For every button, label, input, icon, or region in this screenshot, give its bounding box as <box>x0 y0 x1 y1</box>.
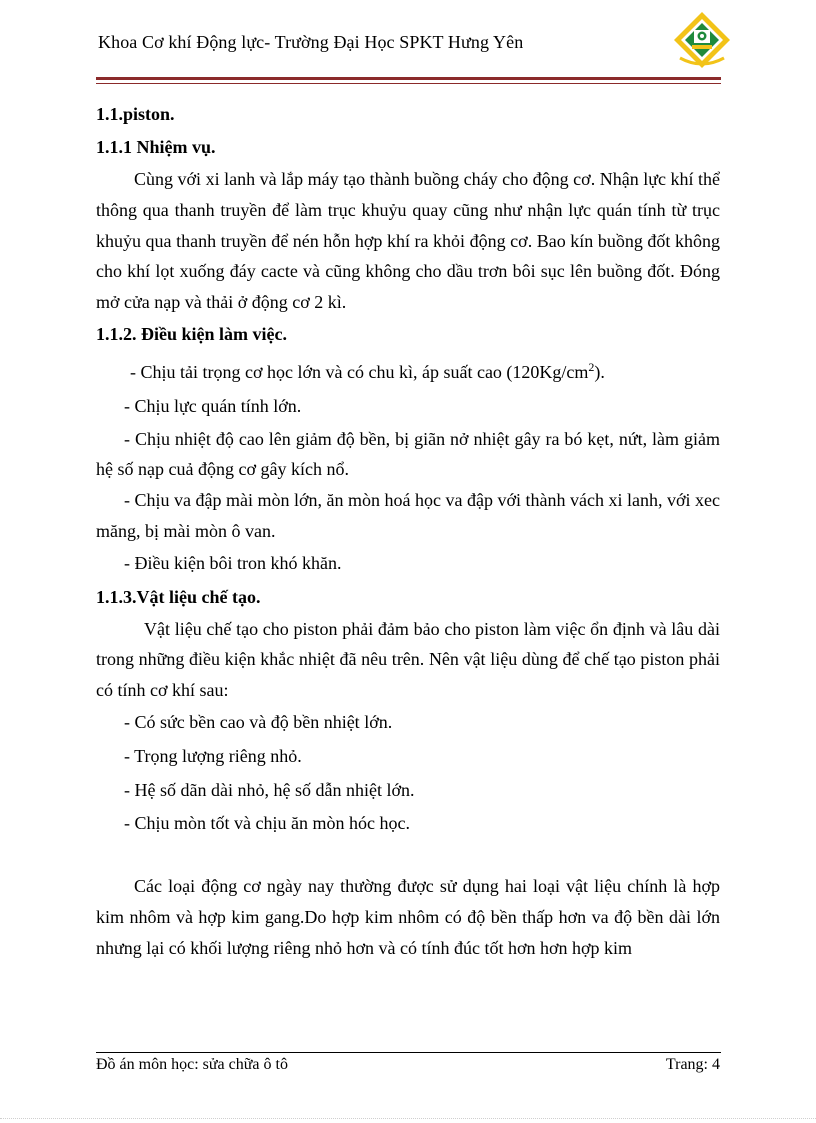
material-item-expansion: - Hệ số dãn dài nhỏ, hệ số dẫn nhiệt lớn. <box>124 779 415 800</box>
paragraph-alloys: Các loại động cơ ngày nay thường được sử dụng hai loại vật liệu chính là hợp kim nhôm và hợp kim gang.Do hợp kim nhôm có độ bền thấp hơn va độ bền dài lớn nhưng lại có khối lượng riêng nhỏ hơn và có tính đúc tốt hơn hơn hợp kim <box>96 876 720 958</box>
paragraph-gap <box>96 841 720 871</box>
footer-page-number: Trang: 4 <box>665 1056 720 1073</box>
condition-item-inertia: - Chịu lực quán tính lớn. <box>124 395 302 416</box>
school-logo-icon <box>672 10 732 70</box>
material-item-strength: - Có sức bền cao và độ bền nhiệt lớn. <box>124 711 393 732</box>
header-rule-thin <box>96 83 721 84</box>
condition-item-load <box>96 351 720 390</box>
subsection-heading-duties: 1.1.1 Nhiệm vụ. <box>96 137 216 157</box>
condition-item-load-text: - Chịu tải trọng cơ học lớn và có chu kì, áp suất cao (120Kg/cm <box>130 361 589 382</box>
paragraph-materials: Vật liệu chế tạo cho piston phải đảm bảo cho piston làm việc ổn định và lâu dài trong những điều kiện khắc nhiệt đã nêu trên. Nên vật liệu dùng để chế tạo piston phải có tính cơ khí sau: <box>96 618 720 701</box>
condition-item-wear: - Chịu va đập mài mòn lớn, ăn mòn hoá học va đập với thành vách xi lanh, với xec măng, bị mài mòn ô van. <box>96 490 720 541</box>
header-title: Khoa Cơ khí Động lực- Trường Đại Học SPKT Hưng Yên <box>98 32 524 52</box>
page-content <box>96 98 720 964</box>
unit-superscript: 2 <box>588 359 595 374</box>
subsection-heading-materials: 1.1.3.Vật liệu chế tạo. <box>96 586 261 607</box>
paragraph-duties: Cùng với xi lanh và lắp máy tạo thành buồng cháy cho động cơ. Nhận lực khí thể thông qua thanh truyền để làm trục khuỷu quay cũng như nhận lực quán tính từ trục khuỷu qua thanh truyền để nén hỗn hợp khí ra khỏi động cơ. Bao kín buồng đốt không cho khí lọt xuống đáy cacte và cũng không cho dầu trơn bôi sục lên buồng đốt. Đóng mở cửa nạp và thải ở động cơ 2 kì. <box>96 169 720 313</box>
footer-course: Đồ án môn học: sửa chữa ô tô <box>96 1056 288 1073</box>
condition-item-lubrication: - Điều kiện bôi tron khó khăn. <box>124 552 342 573</box>
footer-rule <box>96 1052 721 1053</box>
material-item-weight: - Trọng lượng riêng nhỏ. <box>124 745 302 766</box>
page-boundary <box>0 1118 816 1119</box>
section-heading: 1.1.piston. <box>96 104 175 124</box>
condition-item-heat: - Chịu nhiệt độ cao lên giảm độ bền, bị giãn nở nhiệt gây ra bó kẹt, nứt, làm giảm hệ số nạp cuả động cơ gây kích nổ. <box>96 428 720 480</box>
header-rule-thick <box>96 77 721 80</box>
material-item-wear: - Chịu mòn tốt và chịu ăn mòn hóc học. <box>124 813 410 834</box>
condition-item-load-end: ). <box>594 361 605 382</box>
subsection-heading-conditions: 1.1.2. Điều kiện làm việc. <box>96 323 287 344</box>
